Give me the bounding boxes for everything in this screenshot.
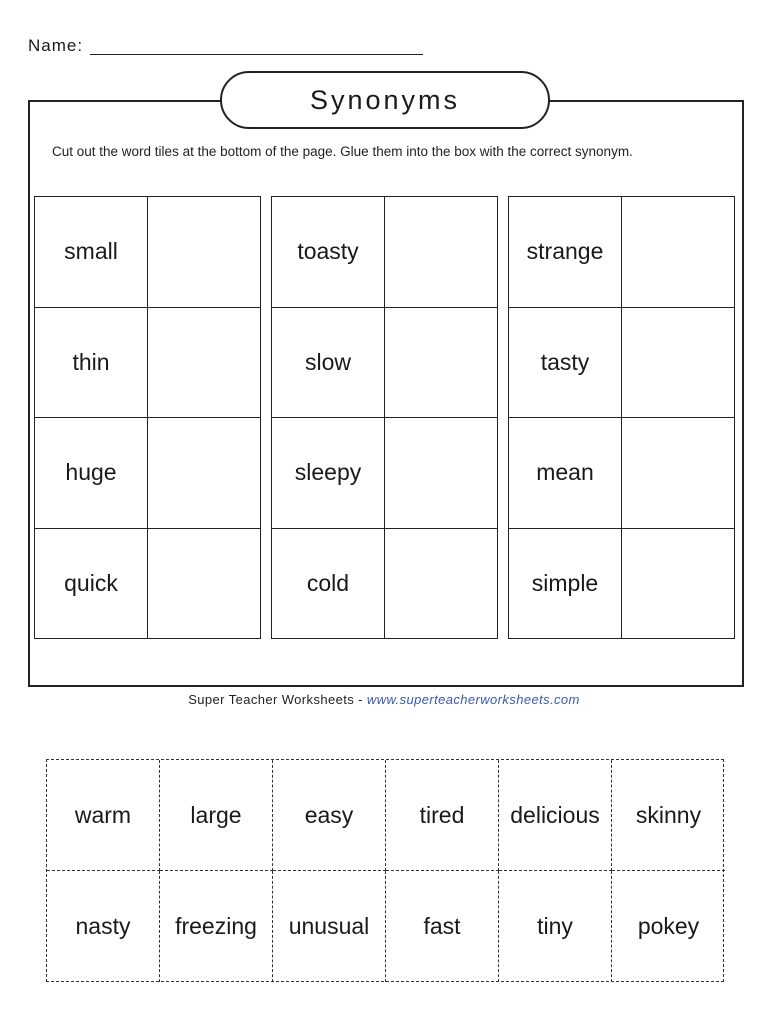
word-cell: strange bbox=[509, 197, 622, 308]
word-tile[interactable]: delicious bbox=[499, 760, 612, 871]
word-cell: small bbox=[35, 197, 148, 308]
glue-box[interactable] bbox=[148, 529, 261, 640]
glue-box[interactable] bbox=[622, 529, 735, 640]
word-tile[interactable]: unusual bbox=[273, 871, 386, 982]
word-cell: tasty bbox=[509, 308, 622, 419]
glue-box[interactable] bbox=[622, 197, 735, 308]
name-line[interactable] bbox=[90, 54, 423, 55]
footer-credit bbox=[0, 692, 768, 707]
word-tile[interactable]: tiny bbox=[499, 871, 612, 982]
name-label bbox=[28, 36, 83, 56]
glue-box[interactable] bbox=[385, 197, 498, 308]
word-tile[interactable]: tired bbox=[386, 760, 499, 871]
word-cell: slow bbox=[272, 308, 385, 419]
word-cell: sleepy bbox=[272, 418, 385, 529]
word-cell: mean bbox=[509, 418, 622, 529]
glue-box[interactable] bbox=[148, 197, 261, 308]
glue-box[interactable] bbox=[385, 529, 498, 640]
footer-brand: Super Teacher Worksheets - bbox=[188, 692, 367, 707]
glue-box[interactable] bbox=[385, 418, 498, 529]
word-cell: thin bbox=[35, 308, 148, 419]
glue-box[interactable] bbox=[148, 308, 261, 419]
instructions: Cut out the word tiles at the bottom of the page. Glue them into the box with the correct synonym. bbox=[52, 144, 633, 159]
glue-box[interactable] bbox=[622, 418, 735, 529]
word-cell: cold bbox=[272, 529, 385, 640]
word-tile[interactable]: large bbox=[160, 760, 273, 871]
word-tile[interactable]: fast bbox=[386, 871, 499, 982]
glue-box[interactable] bbox=[622, 308, 735, 419]
synonym-group-1 bbox=[34, 196, 261, 639]
synonym-group-2 bbox=[271, 196, 498, 639]
word-tile[interactable]: warm bbox=[47, 760, 160, 871]
page-title: Synonyms bbox=[220, 71, 550, 129]
glue-box[interactable] bbox=[148, 418, 261, 529]
word-cell: toasty bbox=[272, 197, 385, 308]
synonym-group-3 bbox=[508, 196, 735, 639]
word-tile[interactable]: freezing bbox=[160, 871, 273, 982]
word-cell: simple bbox=[509, 529, 622, 640]
footer-url-link[interactable]: www.superteacherworksheets.com bbox=[366, 692, 580, 707]
word-cell: huge bbox=[35, 418, 148, 529]
word-tile[interactable]: skinny bbox=[612, 760, 725, 871]
glue-box[interactable] bbox=[385, 308, 498, 419]
word-tile[interactable]: pokey bbox=[637, 913, 700, 939]
word-cell: quick bbox=[35, 529, 148, 640]
name-label-text: Name: bbox=[28, 36, 84, 55]
word-tile[interactable]: nasty bbox=[47, 871, 160, 982]
word-tile[interactable]: easy bbox=[273, 760, 386, 871]
cutout-tiles bbox=[46, 759, 724, 982]
